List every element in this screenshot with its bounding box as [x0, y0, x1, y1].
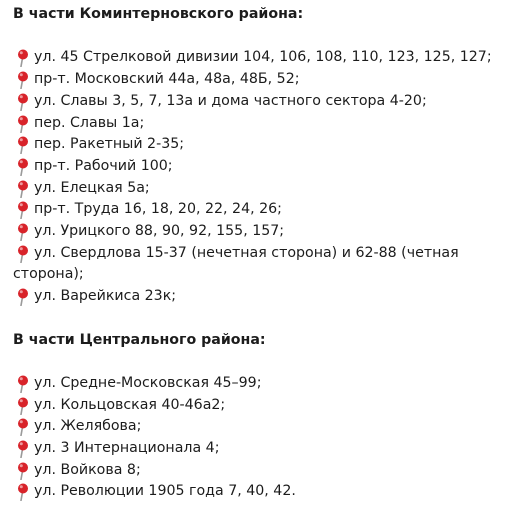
- list-item: ул. 45 Стрелковой дивизии 104, 106, 108, 110, 123, 125, 127;: [13, 47, 517, 69]
- round-pushpin-icon: [16, 201, 30, 219]
- list-item: ул. Войкова 8;: [13, 460, 517, 482]
- section-heading: В части Коминтерновского района:: [13, 6, 304, 22]
- round-pushpin-icon: [16, 136, 30, 154]
- list-item: ул. Свердлова 15-37 (нечетная сторона) и 62-88 (четная сторона);: [13, 244, 459, 283]
- round-pushpin-icon: [16, 462, 30, 480]
- list-item: ул. 3 Интернационала 4;: [13, 438, 517, 460]
- round-pushpin-icon: [16, 483, 30, 501]
- round-pushpin-icon: [16, 245, 30, 263]
- list-item: ул. Революции 1905 года 7, 40, 42.: [13, 481, 517, 503]
- list-item: ул. Варейкиса 23к;: [13, 286, 517, 308]
- round-pushpin-icon: [16, 288, 30, 306]
- section-kominternovsky: [13, 4, 517, 308]
- blank-line: [13, 308, 517, 330]
- round-pushpin-icon: [16, 93, 30, 111]
- address-list: [13, 47, 517, 307]
- round-pushpin-icon: [16, 375, 30, 393]
- section-centralny: [13, 330, 517, 504]
- round-pushpin-icon: [16, 440, 30, 458]
- list-item: ул. Урицкого 88, 90, 92, 155, 157;: [13, 221, 517, 243]
- list-item: пр-т. Московский 44а, 48а, 48Б, 52;: [13, 69, 517, 91]
- blank-line: [13, 26, 517, 48]
- round-pushpin-icon: [16, 158, 30, 176]
- list-item: ул. Кольцовская 40-46а2;: [13, 395, 517, 417]
- round-pushpin-icon: [16, 49, 30, 67]
- round-pushpin-icon: [16, 397, 30, 415]
- list-item: ул. Средне-Московская 45–99;: [13, 373, 517, 395]
- section-heading: В части Центрального района:: [13, 331, 266, 348]
- list-item: пер. Ракетный 2-35;: [13, 134, 517, 156]
- address-list: [13, 373, 517, 503]
- list-item: пр-т. Труда 16, 18, 20, 22, 24, 26;: [13, 199, 517, 221]
- list-item: ул. Желябова;: [13, 416, 517, 438]
- round-pushpin-icon: [16, 71, 30, 89]
- list-item: пер. Славы 1а;: [13, 113, 517, 135]
- list-item: ул. Славы 3, 5, 7, 13а и дома частного сектора 4-20;: [13, 91, 517, 113]
- list-item: ул. Елецкая 5а;: [13, 178, 517, 200]
- round-pushpin-icon: [16, 180, 30, 198]
- round-pushpin-icon: [16, 418, 30, 436]
- blank-line: [13, 351, 517, 373]
- round-pushpin-icon: [16, 223, 30, 241]
- round-pushpin-icon: [16, 115, 30, 133]
- list-item: пр-т. Рабочий 100;: [13, 156, 517, 178]
